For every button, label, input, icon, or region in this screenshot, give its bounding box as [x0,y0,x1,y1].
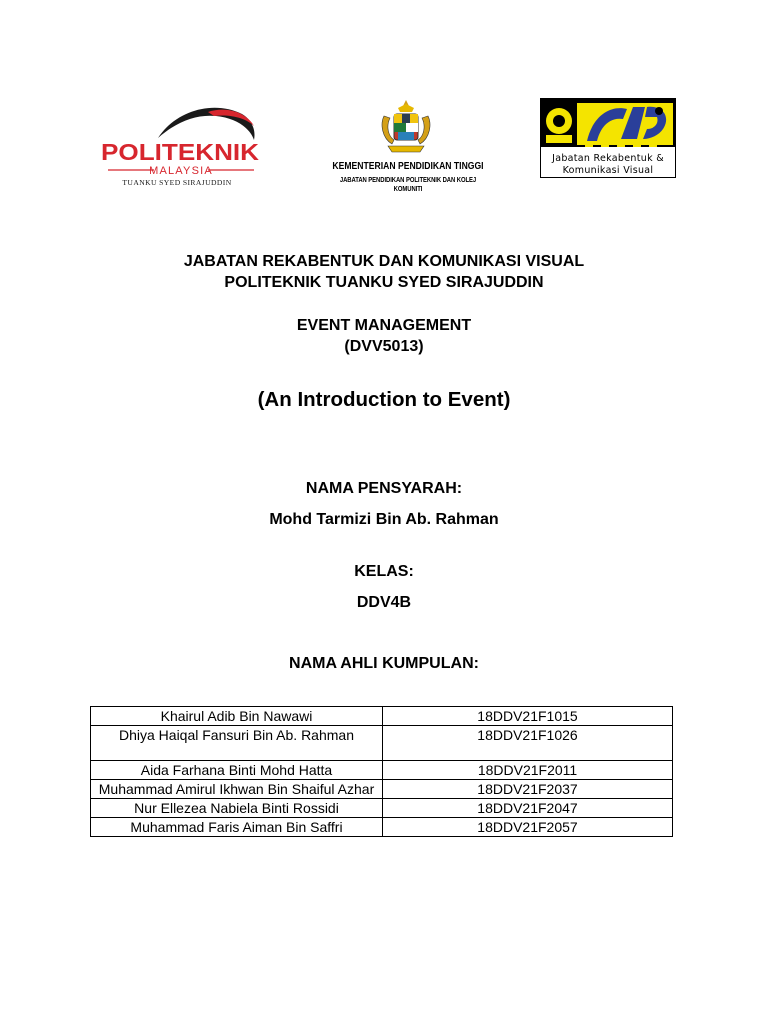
member-id: 18DDV21F2047 [383,799,673,818]
lecturer-name: Mohd Tarmizi Bin Ab. Rahman [269,511,499,528]
polytechnic-title: POLITEKNIK TUANKU SYED SIRAJUDDIN [224,274,544,291]
politeknik-logo-graphic [96,100,264,188]
politeknik-campus: TUANKU SYED SIRAJUDDIN [122,178,232,187]
members-table [90,706,673,837]
member-id: 18DDV21F2011 [383,761,673,780]
department-logo-graphic [541,99,675,177]
coat-of-arms-icon [378,98,434,158]
member-name: Muhammad Amirul Ikhwan Bin Shaiful Azhar [91,780,383,799]
table-row [91,726,673,761]
department-logo-line1: Jabatan Rekabentuk & [552,153,664,164]
ministry-name: KEMENTERIAN PENDIDIKAN TINGGI [332,160,484,172]
department-title: JABATAN REKABENTUK DAN KOMUNIKASI VISUAL [183,253,585,270]
lecturer-label: NAMA PENSYARAH: [305,480,463,497]
members-label: NAMA AHLI KUMPULAN: [289,655,479,672]
institution-header [0,251,768,293]
course-code: (DVV5013) [344,338,424,355]
table-row [91,799,673,818]
member-name: Nur Ellezea Nabiela Binti Rossidi [91,799,383,818]
ministry-logo [310,98,506,193]
department-logo [540,98,676,178]
ministry-department-name: JABATAN PENDIDIKAN POLITEKNIK DAN KOLEJ KOMUNITI [339,175,477,193]
member-name: Aida Farhana Binti Mohd Hatta [91,761,383,780]
member-name: Khairul Adib Bin Nawawi [91,707,383,726]
politeknik-logo [96,100,264,188]
member-id: 18DDV21F2057 [383,818,673,837]
table-row [91,818,673,837]
course-name: EVENT MANAGEMENT [296,317,472,334]
table-row [91,707,673,726]
class-value: DDV4B [356,594,412,611]
politeknik-wordmark: POLITEKNIK [101,139,260,165]
assignment-title: (An Introduction to Event) [257,388,511,411]
member-name: Dhiya Haiqal Fansuri Bin Ab. Rahman [91,726,383,761]
member-id: 18DDV21F1026 [383,726,673,761]
member-id: 18DDV21F2037 [383,780,673,799]
member-name: Muhammad Faris Aiman Bin Saffri [91,818,383,837]
table-row [91,761,673,780]
member-id: 18DDV21F1015 [383,707,673,726]
class-label: KELAS: [354,563,414,580]
table-row [91,780,673,799]
politeknik-country: MALAYSIA [149,165,213,177]
department-logo-line2: Komunikasi Visual [562,165,654,176]
course-header [0,315,768,357]
